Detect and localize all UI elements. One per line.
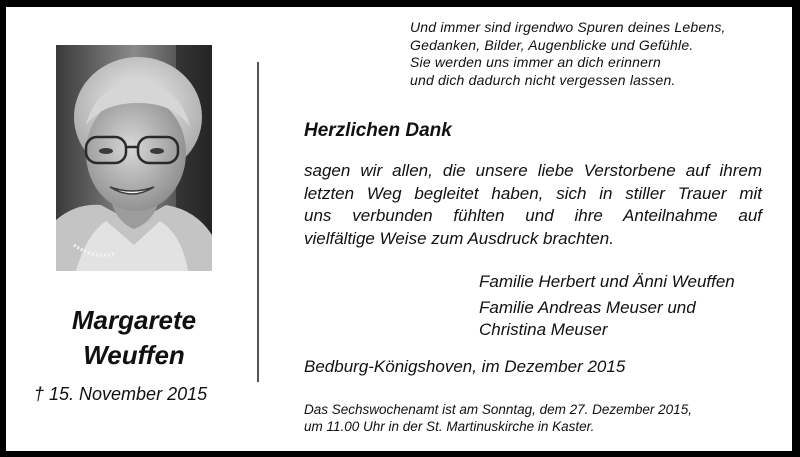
poem-line: Gedanken, Bilder, Augenblicke und Gefühle. [410,36,694,53]
place-and-date: Bedburg-Königshoven, im Dezember 2015 [304,357,626,376]
deceased-first-name: Margarete [71,305,197,335]
thanks-message [304,160,762,250]
deceased-name [26,303,242,373]
message-line: uns verbunden fühlten und ihre Anteilnahme auf [304,206,762,225]
signer-family-2: Familie Andreas Meuser und [479,298,696,317]
vertical-divider [257,62,259,382]
message-line: letzten Weg begleitet haben, sich in stiller Trauer mit [304,183,762,203]
poem-line: Und immer sind irgendwo Spuren deines Lebens, [410,19,726,35]
poem-line: Sie werden uns immer an dich erinnern [410,54,661,70]
service-notice [304,401,764,435]
signers [479,271,779,341]
message-line: sagen wir allen, die unsere liebe Verstorbene auf ihrem [304,161,762,180]
notice-line: um 11.00 Uhr in der St. Martinuskirche in Kaster. [304,419,595,434]
poem-line: und dich dadurch nicht vergessen lassen. [410,71,676,88]
deceased-last-name: Weuffen [83,340,185,370]
death-date: † 15. November 2015 [34,384,208,404]
message-line: vielfältige Weise zum Ausdruck brachten. [304,228,614,248]
obituary-card [6,7,792,451]
portrait-photo [56,45,212,271]
poem [410,19,786,89]
thanks-heading: Herzlichen Dank [304,120,452,141]
signer-family-1: Familie Herbert und Änni Weuffen [479,272,735,291]
signer-family-2-cont: Christina Meuser [479,320,608,339]
notice-line: Das Sechswochenamt ist am Sonntag, dem 27. Dezember 2015, [304,402,692,417]
